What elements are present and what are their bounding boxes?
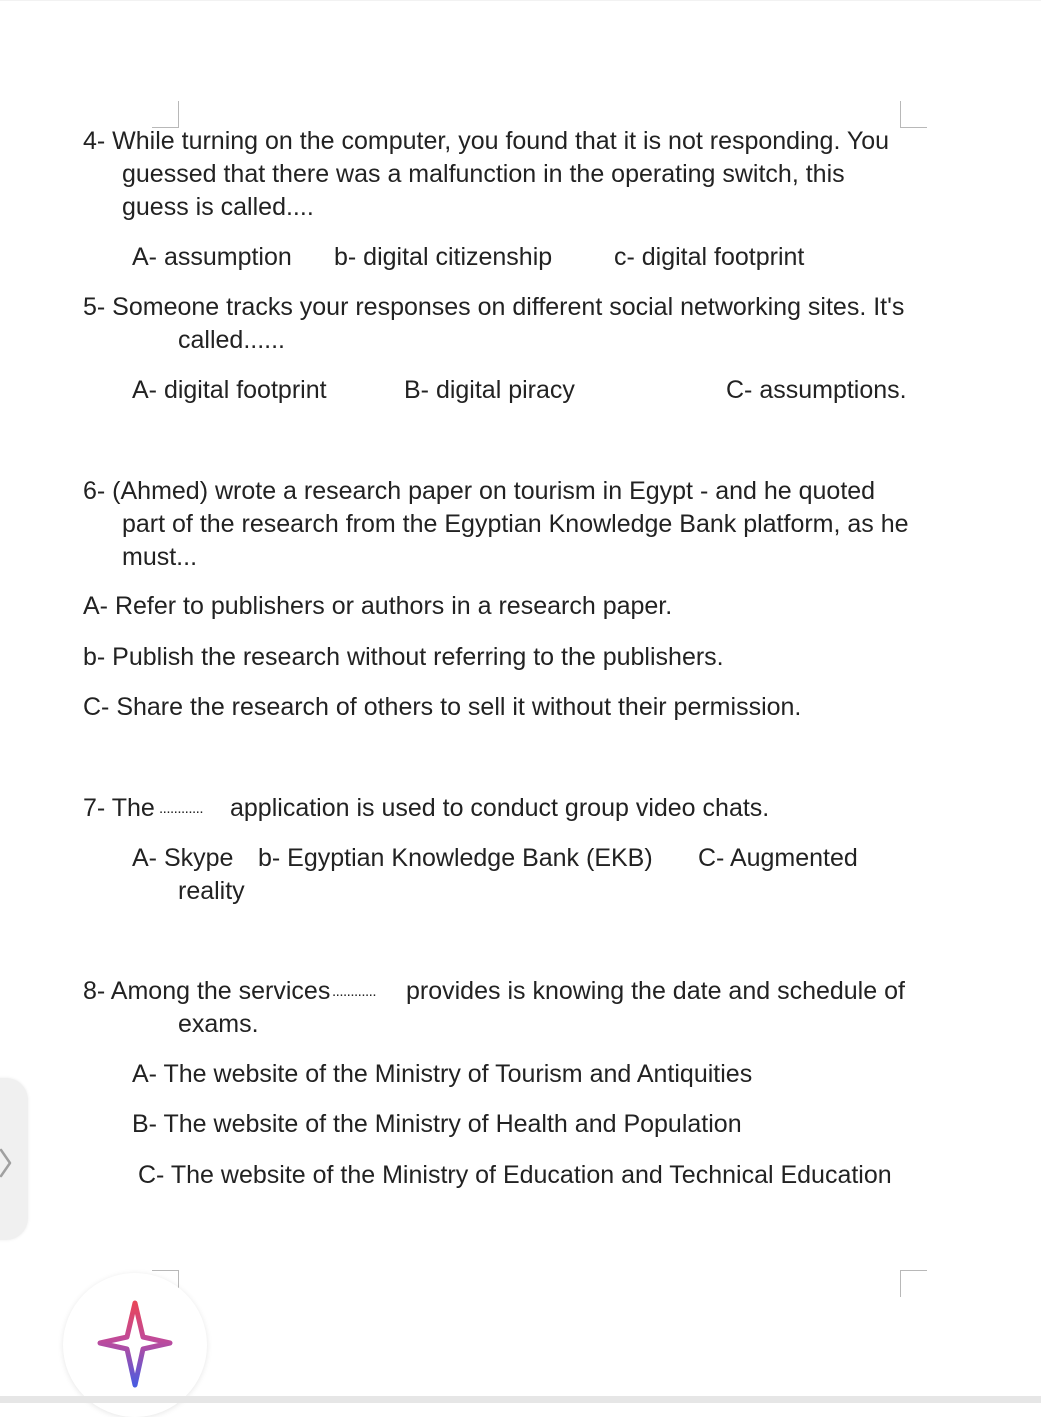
q6-option-c: C- Share the research of others to sell it without their permission. xyxy=(83,693,802,721)
q6-stem-line-2: part of the research from the Egyptian Knowledge Bank platform, as he xyxy=(122,510,909,538)
q4-stem-line-2: guessed that there was a malfunction in the operating switch, this xyxy=(122,160,845,188)
q8-option-b: B- The website of the Ministry of Health and Population xyxy=(132,1110,742,1138)
q8-stem-prefix: 8- Among the services xyxy=(83,977,331,1005)
q4-stem-line-3: guess is called.... xyxy=(122,193,314,221)
chevron-right-icon[interactable] xyxy=(0,1148,14,1184)
q6-stem-line-3: must... xyxy=(122,543,198,571)
q8-stem-suffix: provides is knowing the date and schedule of xyxy=(406,977,905,1005)
crop-mark-top-left xyxy=(152,101,179,128)
q5-stem-line-1: 5- Someone tracks your responses on different social networking sites. It's xyxy=(83,293,905,321)
q8-stem-blank: ............ xyxy=(332,983,377,1000)
q8-option-a: A- The website of the Ministry of Tourism and Antiquities xyxy=(132,1060,753,1088)
q5-stem-line-2: called...... xyxy=(178,326,285,354)
crop-mark-bottom-right xyxy=(900,1270,927,1297)
crop-mark-top-right xyxy=(900,101,927,128)
q6-stem-line-1: 6- (Ahmed) wrote a research paper on tourism in Egypt - and he quoted xyxy=(83,477,876,505)
q5-option-b: B- digital piracy xyxy=(404,376,575,404)
q6-option-b: b- Publish the research without referring to the publishers. xyxy=(83,643,724,671)
q7-option-c-line-2: reality xyxy=(178,877,245,905)
q7-option-c-line-1: C- Augmented xyxy=(698,844,858,872)
top-divider xyxy=(0,0,1041,1)
q4-option-b: b- digital citizenship xyxy=(334,243,553,271)
q4-stem-line-1: 4- While turning on the computer, you found that it is not responding. You xyxy=(83,127,890,155)
q8-option-c: C- The website of the Ministry of Education and Technical Education xyxy=(138,1161,892,1189)
q7-stem-blank: ............ xyxy=(159,800,204,817)
q7-stem-suffix: application is used to conduct group video chats. xyxy=(230,794,770,822)
q8-stem-line-2: exams. xyxy=(178,1010,259,1038)
q4-option-a: A- assumption xyxy=(132,243,292,271)
q6-option-a: A- Refer to publishers or authors in a research paper. xyxy=(83,592,673,620)
q7-option-a: A- Skype xyxy=(132,844,234,872)
q5-option-c: C- assumptions. xyxy=(726,376,907,404)
q4-option-c: c- digital footprint xyxy=(614,243,805,271)
q7-stem-prefix: 7- The xyxy=(83,794,155,822)
q5-option-a: A- digital footprint xyxy=(132,376,327,404)
bottom-scroll-track xyxy=(0,1396,1041,1403)
q7-option-b: b- Egyptian Knowledge Bank (EKB) xyxy=(258,844,653,872)
